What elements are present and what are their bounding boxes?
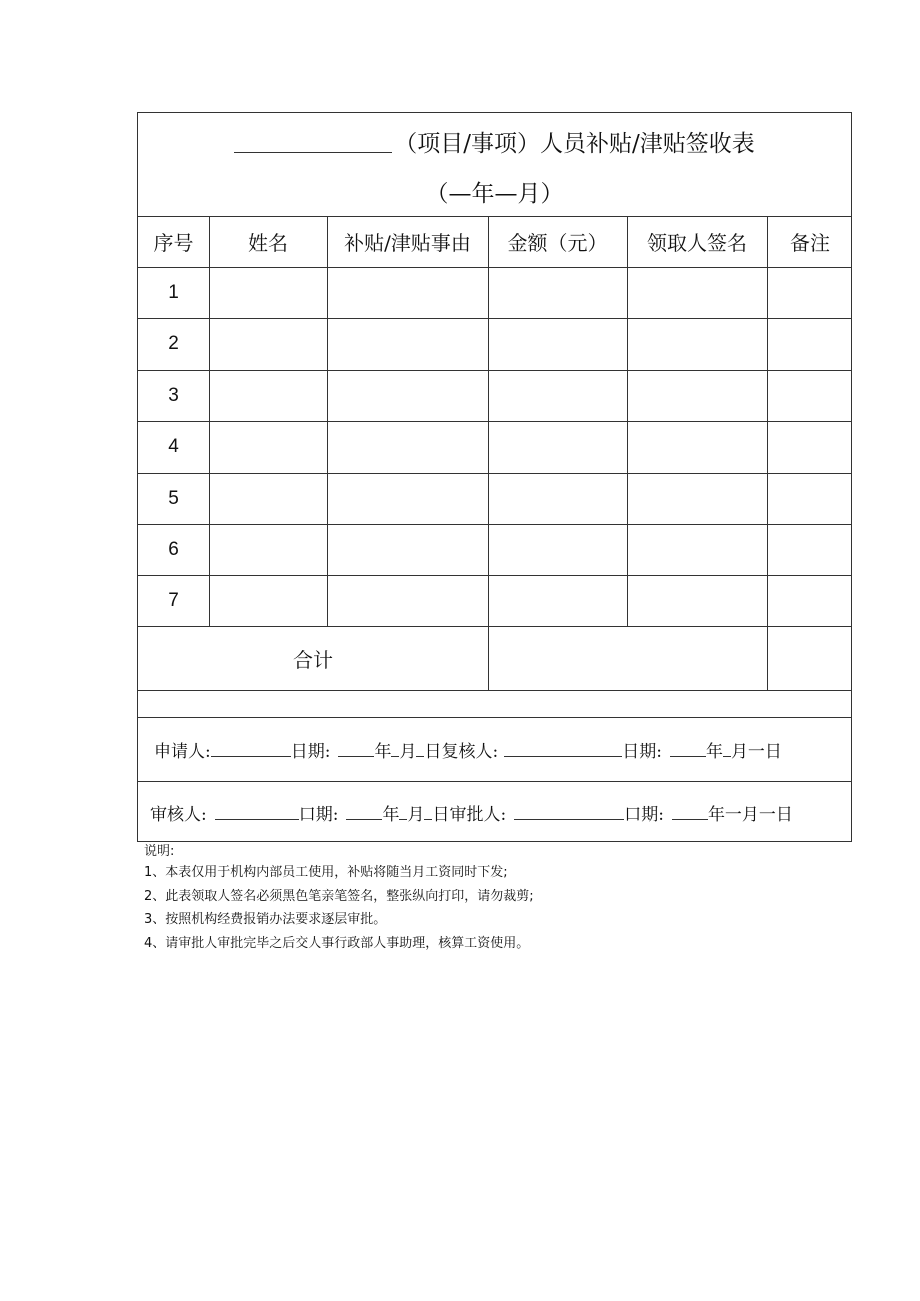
col-divider-1 [209,216,210,626]
rule-row-1 [138,318,851,319]
reviewer-blank [215,805,299,820]
reviewer-year: 年 [382,804,400,825]
checker-year: 年 [705,741,723,762]
note-item: 3、按照机构经费报销办法要求逐层审批。 [144,912,387,927]
form-subtitle: （—年—月） [425,180,564,207]
approver-blank [514,805,624,820]
rule-row-5 [138,524,851,525]
reviewer-date-label: 口期: [298,804,339,825]
reviewer-approver-line [138,781,851,843]
approver-date-label: 口期: [624,804,664,825]
note-item: 2、此表领取人签名必须黑色笔亲笔签名，整张纵向打印，请勿裁剪; [144,888,534,904]
row-number: 2 [168,333,179,354]
col-divider-4 [627,216,628,626]
header-amount: 金额（元） [507,231,608,255]
project-name-blank [234,130,392,153]
rule-row-6 [138,575,851,576]
form-title [138,123,851,159]
total-label: 合计 [293,647,333,672]
applicant-day-blank [416,742,424,757]
approver-label: 审批人: [449,804,507,825]
reviewer-label: 审核人: [150,804,207,825]
rule-total [138,690,851,691]
applicant-checker-line [138,717,851,781]
col-divider-5 [767,216,768,690]
applicant-year-blank [338,742,374,757]
col-divider-3 [488,216,489,690]
rule-row-3 [138,421,851,422]
header-seq: 序号 [153,231,194,255]
checker-date-label: 日期: [622,741,662,762]
row-number: 5 [168,487,179,509]
applicant-month-blank [391,742,399,757]
col-divider-2 [327,216,328,626]
row-number: 1 [168,281,179,303]
rule-header-bottom [138,267,851,268]
reviewer-month: 月 [407,804,425,825]
row-number: 6 [168,538,179,560]
applicant-month: 月 [399,741,417,762]
note-item: 4、请审批人审批完毕之后交人事行政部人事助理，核算工资使用。 [144,935,530,951]
reviewer-day: 日 [432,804,450,825]
header-name: 姓名 [248,231,288,255]
applicant-blank [211,742,291,757]
checker-blank [504,742,622,757]
checker-month-blank [723,742,731,757]
row-number: 3 [168,384,179,406]
form-title-text: （项目/事项）人员补贴/津贴签收表 [394,130,755,157]
header-signature: 领取人签名 [647,231,747,255]
notes-heading: 说明: [144,844,175,859]
applicant-label: 申请人: [154,741,211,762]
approver-year-month-day: 年一月一日 [707,804,793,825]
rule-row-4 [138,473,851,474]
applicant-year: 年 [374,741,392,762]
checker-year-blank [670,742,706,757]
reviewer-day-blank [424,805,432,820]
rule-row-2 [138,370,851,371]
row-number: 4 [168,436,179,457]
note-item: 1、本表仅用于机构内部员工使用，补贴将随当月工资同时下发; [144,865,508,880]
signoff-form [137,112,852,842]
reviewer-month-blank [399,805,407,820]
applicant-date-label: 日期: [290,741,331,762]
reviewer-year-blank [346,805,382,820]
row-number: 7 [168,589,179,611]
checker-label: 复核人: [441,741,499,762]
notes-section [144,843,534,955]
header-remarks: 备注 [790,231,830,255]
applicant-day: 日 [424,741,442,762]
header-reason: 补贴/津贴事由 [344,231,471,255]
approver-year-blank [672,805,708,820]
checker-month-day: 月一日 [730,741,782,762]
